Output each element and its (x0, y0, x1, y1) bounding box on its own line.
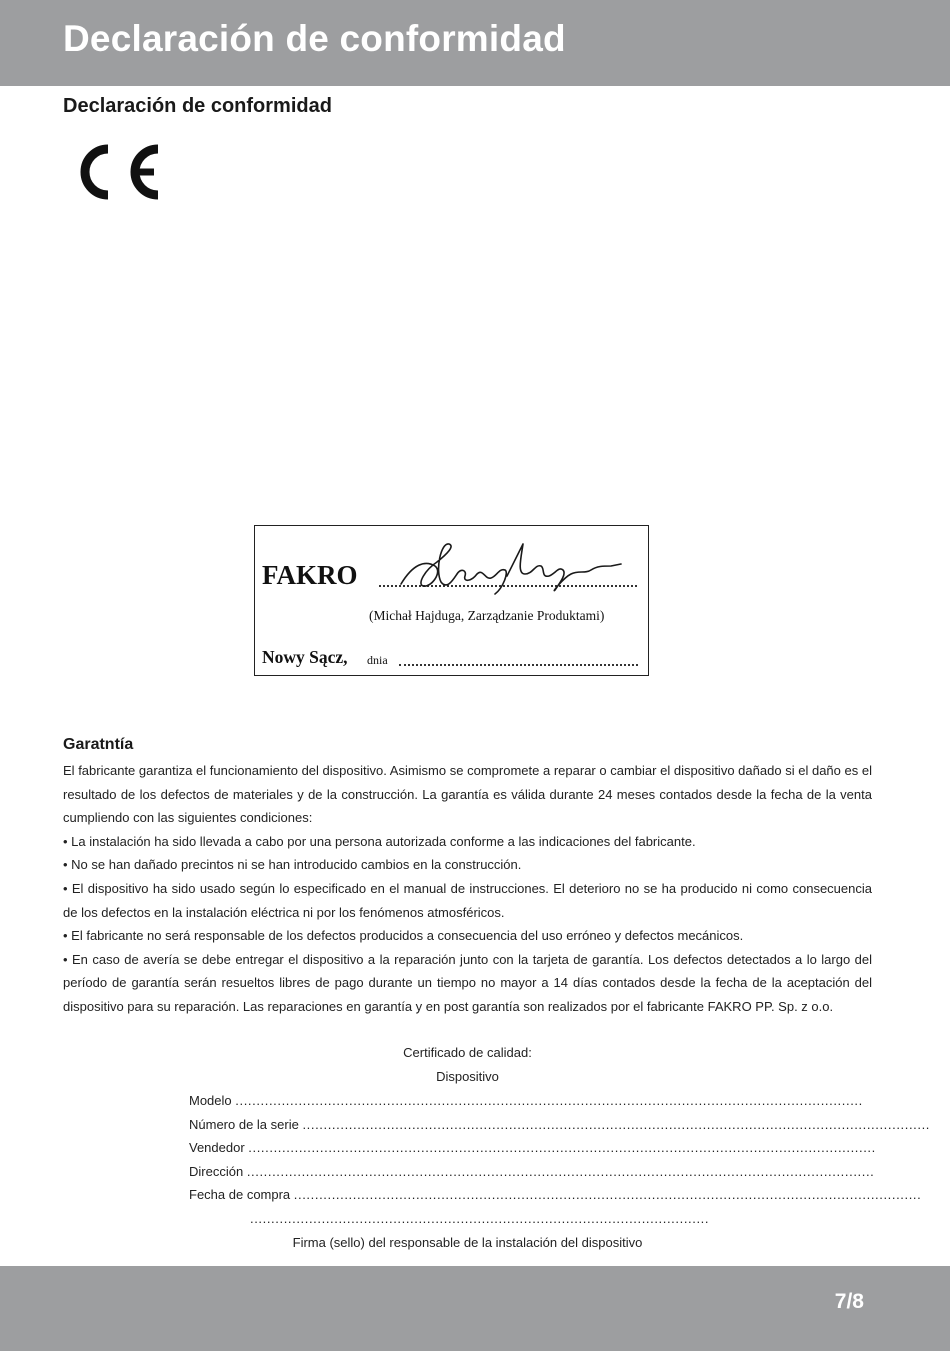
seller-dots: ..................................................................................................................................................... (248, 1140, 876, 1156)
handwritten-signature (395, 540, 625, 596)
page-number: 7/8 (834, 1290, 864, 1313)
section-title: Declaración de conformidad (63, 95, 332, 117)
serial-field (189, 1113, 931, 1137)
warranty-body (63, 759, 872, 1019)
signer-name: (Michał Hajduga, Zarządzanie Produktami) (369, 608, 605, 623)
signature-box (254, 525, 649, 676)
warranty-paragraph: El fabricante garantiza el funcionamiento del dispositivo. Asimismo se compromete a reparar o cambiar el dispositivo dañado si el daño es el resultado de los defectos de materiales y de la construcción. La garantía es válida durante 24 meses contados desde la fecha de la venta cumpliendo con las siguientes condiciones: (63, 763, 872, 826)
warranty-condition: • No se han dañado precintos ni se han introducido cambios en la construcción. (63, 857, 522, 873)
ce-mark-icon (74, 140, 164, 202)
certificate-title: Certificado de calidad: (403, 1045, 532, 1060)
header-bar (0, 0, 950, 86)
purchase-date-label: Fecha de compra (189, 1187, 291, 1203)
warranty-condition: • La instalación ha sido llevada a cabo por una persona autorizada conforme a las indicaciones del fabricante. (63, 833, 696, 849)
header-title: Declaración de conformidad (63, 18, 566, 59)
address-field (189, 1160, 875, 1184)
footer-bar (0, 1266, 950, 1351)
installer-signature-caption: Firma (sello) del responsable de la instalación del dispositivo (292, 1234, 643, 1250)
city-label: Nowy Sącz, (262, 647, 348, 667)
serial-label: Número de la serie (189, 1116, 299, 1132)
installer-signature-line: ............................................................................................................. (250, 1210, 710, 1226)
purchase-date-field (189, 1183, 922, 1207)
purchase-date-dots: ..................................................................................................................................................... (293, 1187, 922, 1203)
address-label: Dirección (189, 1163, 244, 1179)
date-dotted-line (399, 664, 638, 666)
quality-certificate (0, 1041, 935, 1255)
brand-name: FAKRO (262, 560, 358, 590)
seller-label: Vendedor (189, 1140, 245, 1156)
warranty-condition: • En caso de avería se debe entregar el dispositivo a la reparación junto con la tarjeta de garantía. Los defectos detectados a lo largo del período de garantía serán resueltos libres de pago durante un tiempo no mayor a 14 días contados desde la fecha de la aceptación del dispositivo para su reparación. Las reparaciones en garantía y en post garantía son realizados por el fabricante FAKRO PP. Sp. z o.o. (63, 951, 872, 1014)
certificate-device: Dispositivo (436, 1069, 499, 1084)
model-field (189, 1089, 863, 1113)
serial-dots: ..................................................................................................................................................... (302, 1116, 931, 1132)
warranty-title: Garatntía (63, 736, 134, 753)
seller-field (189, 1136, 876, 1160)
warranty-condition: • El fabricante no será responsable de los defectos producidos a consecuencia del uso erróneo y defectos mecánicos. (63, 928, 744, 944)
address-dots: ..................................................................................................................................................... (246, 1163, 875, 1179)
warranty-condition: • El dispositivo ha sido usado según lo especificado en el manual de instrucciones. El deterioro no se ha producido ni como consecuencia de los defectos en la instalación eléctrica ni por los fenómenos atmosféricos. (63, 880, 872, 920)
model-dots: ..................................................................................................................................................... (235, 1093, 863, 1108)
day-label: dnia (367, 653, 388, 667)
model-label: Modelo (189, 1093, 232, 1108)
